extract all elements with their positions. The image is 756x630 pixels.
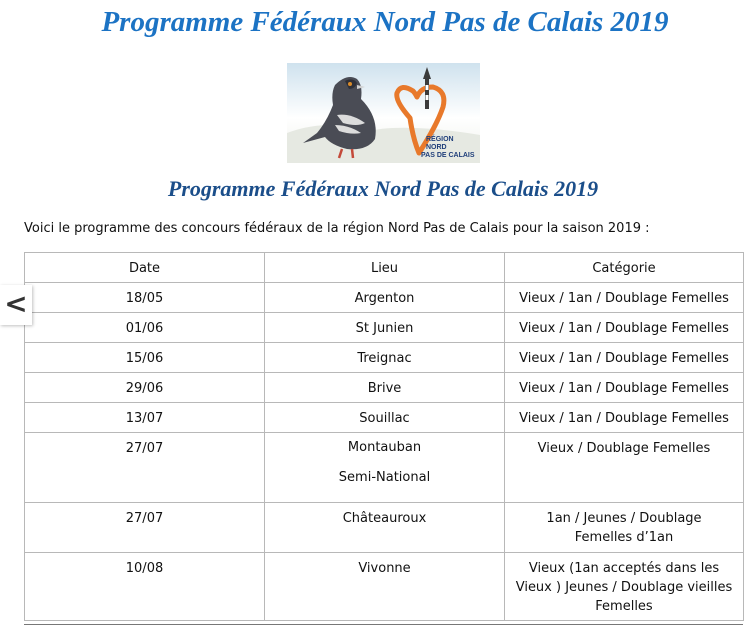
lieu-cell: Vivonne <box>265 553 505 621</box>
logo-text-3: PAS DE CALAIS <box>421 152 475 159</box>
categorie-cell: Vieux / 1an / Doublage Femelles <box>505 373 744 403</box>
chevron-left-icon: < <box>4 287 28 320</box>
table-row <box>25 433 744 503</box>
categorie-cell: Vieux / 1an / Doublage Femelles <box>505 343 744 373</box>
categorie-cell: 1an / Jeunes / Doublage Femelles d’1an <box>505 503 744 553</box>
programme-table <box>24 252 744 621</box>
date-cell: 27/07 <box>25 503 265 553</box>
date-cell: 15/06 <box>25 343 265 373</box>
table-row <box>25 403 744 433</box>
lieu-cell: Treignac <box>265 343 505 373</box>
categorie-cell: Vieux / 1an / Doublage Femelles <box>505 403 744 433</box>
lieu-cell: St Junien <box>265 313 505 343</box>
date-cell: 01/06 <box>25 313 265 343</box>
column-header-date: Date <box>25 253 265 283</box>
logo-text-2: NORD <box>426 144 447 151</box>
logo-text-1: RÉGION <box>426 136 454 143</box>
date-cell: 18/05 <box>25 283 265 313</box>
date-cell: 10/08 <box>25 553 265 621</box>
bottom-divider <box>24 624 743 625</box>
categorie-cell: Vieux / 1an / Doublage Femelles <box>505 313 744 343</box>
column-header-categorie: Catégorie <box>505 253 744 283</box>
page-title: Programme Fédéraux Nord Pas de Calais 2019 <box>101 6 669 38</box>
categorie-cell: Vieux / 1an / Doublage Femelles <box>505 283 744 313</box>
categorie-cell: Vieux (1an acceptés dans les Vieux ) Jeunes / Doublage vieilles Femelles <box>505 553 744 621</box>
date-cell: 13/07 <box>25 403 265 433</box>
categorie-cell: Vieux / Doublage Femelles <box>505 433 744 503</box>
table-row <box>25 553 744 621</box>
table-row <box>25 503 744 553</box>
lieu-line-1: Montauban <box>347 440 422 455</box>
lieu-cell: Argenton <box>265 283 505 313</box>
table-row <box>25 283 744 313</box>
column-header-lieu: Lieu <box>265 253 505 283</box>
lieu-line-2: Semi-National <box>338 470 431 485</box>
page-subtitle: Programme Fédéraux Nord Pas de Calais 2019 <box>167 176 599 201</box>
table-row <box>25 313 744 343</box>
date-cell: 27/07 <box>25 433 265 503</box>
table-row <box>25 343 744 373</box>
lieu-cell <box>265 433 505 503</box>
intro-text: Voici le programme des concours fédéraux de la région Nord Pas de Calais pour la saison 2019 : <box>24 221 650 236</box>
region-logo <box>287 63 480 163</box>
lieu-cell: Brive <box>265 373 505 403</box>
pigeon-logo-image <box>287 63 480 163</box>
table-row <box>25 373 744 403</box>
lieu-cell: Châteauroux <box>265 503 505 553</box>
lieu-cell: Souillac <box>265 403 505 433</box>
date-cell: 29/06 <box>25 373 265 403</box>
previous-button[interactable] <box>0 285 32 325</box>
